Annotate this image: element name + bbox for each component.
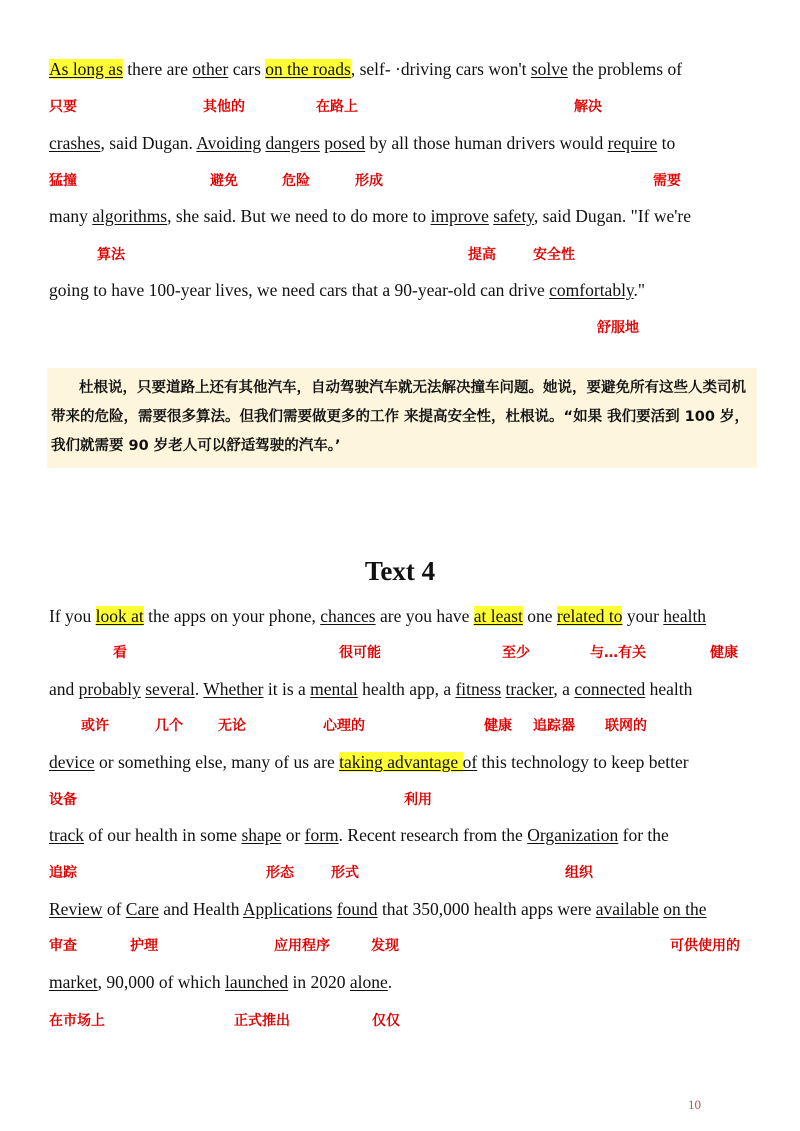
gloss: 设备	[49, 792, 77, 808]
plain-text: your	[622, 606, 664, 626]
plain-text: of	[102, 899, 126, 919]
gloss: 联网的	[605, 718, 647, 734]
word-review: Review	[49, 899, 103, 919]
text4-line-1	[49, 605, 759, 627]
plain-text: , said Dugan. "If we're	[533, 206, 691, 226]
plain-text: health	[645, 679, 693, 699]
plain-text: , a	[553, 679, 575, 699]
gloss: 形式	[331, 865, 359, 881]
word-avoiding: Avoiding	[196, 133, 262, 153]
text4-line-5	[49, 898, 759, 920]
plain-text: to	[657, 133, 676, 153]
plain-text: .	[387, 972, 393, 992]
phrase-on-the-roads: on the roads	[265, 59, 351, 79]
text3-line-3	[49, 205, 759, 227]
plain-text: If you	[49, 606, 96, 626]
plain-text: or	[281, 825, 305, 845]
word-of: of	[462, 752, 478, 772]
page-number: 10	[688, 1097, 701, 1112]
gloss: 健康	[484, 718, 512, 734]
gloss: 组织	[565, 865, 593, 881]
word-improve: improve	[430, 206, 489, 226]
gloss: 护理	[130, 938, 158, 954]
gloss: 提高	[468, 247, 496, 263]
gloss: 追踪	[49, 865, 77, 881]
text4-line-2	[49, 678, 759, 700]
plain-text: ."	[633, 280, 646, 300]
gloss: 与…有关	[590, 645, 646, 661]
text3-line-4	[49, 279, 759, 301]
word-form: form	[304, 825, 339, 845]
plain-text: are you have	[375, 606, 474, 626]
plain-text: , 90,000 of which	[97, 972, 225, 992]
word-tracker: tracker	[505, 679, 554, 699]
plain-text: this technology to keep better	[477, 752, 689, 772]
word-probably: probably	[78, 679, 141, 699]
word-several: several	[145, 679, 195, 699]
plain-text: in 2020	[288, 972, 350, 992]
gloss: 无论	[218, 718, 246, 734]
plain-text: and	[49, 679, 79, 699]
translation-box	[47, 368, 757, 468]
word-found: found	[336, 899, 378, 919]
plain-text: for the	[618, 825, 669, 845]
plain-text: going to have 100-year lives, we need cars that a 90-year-old can drive	[49, 280, 550, 300]
text4-line-3	[49, 751, 759, 773]
word-track: track	[49, 825, 84, 845]
gloss: 很可能	[339, 645, 381, 661]
gloss: 其他的	[203, 99, 245, 115]
gloss: 至少	[502, 645, 530, 661]
word-solve: solve	[530, 59, 568, 79]
word-mental: mental	[310, 679, 358, 699]
plain-text: the problems of	[567, 59, 683, 79]
plain-text: , said Dugan.	[100, 133, 197, 153]
plain-text: health app, a	[357, 679, 456, 699]
word-posed: posed	[324, 133, 366, 153]
word-fitness: fitness	[455, 679, 502, 699]
gloss: 舒服地	[597, 320, 639, 336]
gloss: 健康	[710, 645, 738, 661]
phrase-look-at: look at	[95, 606, 144, 626]
plain-text: there are	[122, 59, 193, 79]
text3-line-2	[49, 132, 759, 154]
plain-text: of our health in some	[83, 825, 242, 845]
plain-text: , self- ·driving cars won't	[350, 59, 531, 79]
gloss: 追踪器	[533, 718, 575, 734]
gloss: 安全性	[533, 247, 575, 263]
word-available: available	[595, 899, 659, 919]
gloss: 应用程序	[274, 938, 330, 954]
word-chances: chances	[320, 606, 376, 626]
gloss: 看	[113, 645, 127, 661]
word-launched: launched	[224, 972, 289, 992]
word-alone: alone	[349, 972, 388, 992]
gloss: 解决	[574, 99, 602, 115]
word-organization: Organization	[527, 825, 619, 845]
word-require: require	[607, 133, 658, 153]
plain-text: it is a	[263, 679, 311, 699]
gloss: 在路上	[316, 99, 358, 115]
gloss: 算法	[97, 247, 125, 263]
plain-text: . Recent research from the	[338, 825, 528, 845]
plain-text: or something else, many of us are	[94, 752, 340, 772]
gloss: 需要	[653, 173, 681, 189]
gloss: 或许	[81, 718, 109, 734]
gloss: 心理的	[323, 718, 365, 734]
phrase-on-the: on the	[663, 899, 707, 919]
plain-text: the apps on your phone,	[143, 606, 321, 626]
phrase-related-to: related to	[556, 606, 623, 626]
section-heading: Text 4	[364, 556, 436, 586]
word-safety: safety	[493, 206, 534, 226]
text3-line-1	[49, 58, 759, 80]
gloss: 利用	[404, 792, 432, 808]
phrase-as-long-as: As long as	[49, 59, 123, 79]
gloss: 猛撞	[49, 173, 77, 189]
plain-text: .	[194, 679, 204, 699]
gloss: 仅仅	[372, 1013, 400, 1029]
gloss: 可供使用的	[670, 938, 740, 954]
gloss: 形态	[266, 865, 294, 881]
text4-line-6	[49, 971, 759, 993]
plain-text: and Health	[158, 899, 243, 919]
gloss: 在市场上	[49, 1013, 105, 1029]
phrase-taking-advantage: taking advantage	[339, 752, 463, 772]
phrase-at-least: at least	[473, 606, 523, 626]
gloss: 避免	[210, 173, 238, 189]
word-comfortably: comfortably	[549, 280, 634, 300]
word-applications: Applications	[242, 899, 333, 919]
text4-line-4	[49, 824, 759, 846]
translation-text: 杜根说，只要道路上还有其他汽车，自动驾驶汽车就无法解决撞车问题。她说，要避免所有这些人类司机带来的危险，需要很多算法。但我们需要做更多的工作 来提高安全性，杜根说。“如果 我们要活到 100 岁，我们就需要 90 岁老人可以舒适驾驶的汽车。’	[51, 380, 749, 454]
word-market: market	[49, 972, 98, 992]
word-other: other	[192, 59, 229, 79]
gloss: 形成	[355, 173, 383, 189]
plain-text: one	[522, 606, 557, 626]
gloss: 审查	[49, 938, 77, 954]
plain-text: many	[49, 206, 93, 226]
word-device: device	[49, 752, 95, 772]
word-algorithms: algorithms	[92, 206, 168, 226]
word-dangers: dangers	[265, 133, 320, 153]
word-health: health	[663, 606, 707, 626]
plain-text: that 350,000 health apps were	[377, 899, 596, 919]
plain-text: , she said. But we need to do more to	[167, 206, 431, 226]
gloss: 危险	[282, 173, 310, 189]
word-connected: connected	[574, 679, 646, 699]
plain-text: cars	[228, 59, 266, 79]
gloss: 只要	[49, 99, 77, 115]
word-shape: shape	[241, 825, 282, 845]
word-crashes: crashes	[49, 133, 101, 153]
word-care: Care	[125, 899, 159, 919]
gloss: 正式推出	[234, 1013, 290, 1029]
gloss: 几个	[155, 718, 183, 734]
gloss: 发现	[371, 938, 399, 954]
word-whether: Whether	[203, 679, 264, 699]
plain-text: by all those human drivers would	[365, 133, 608, 153]
